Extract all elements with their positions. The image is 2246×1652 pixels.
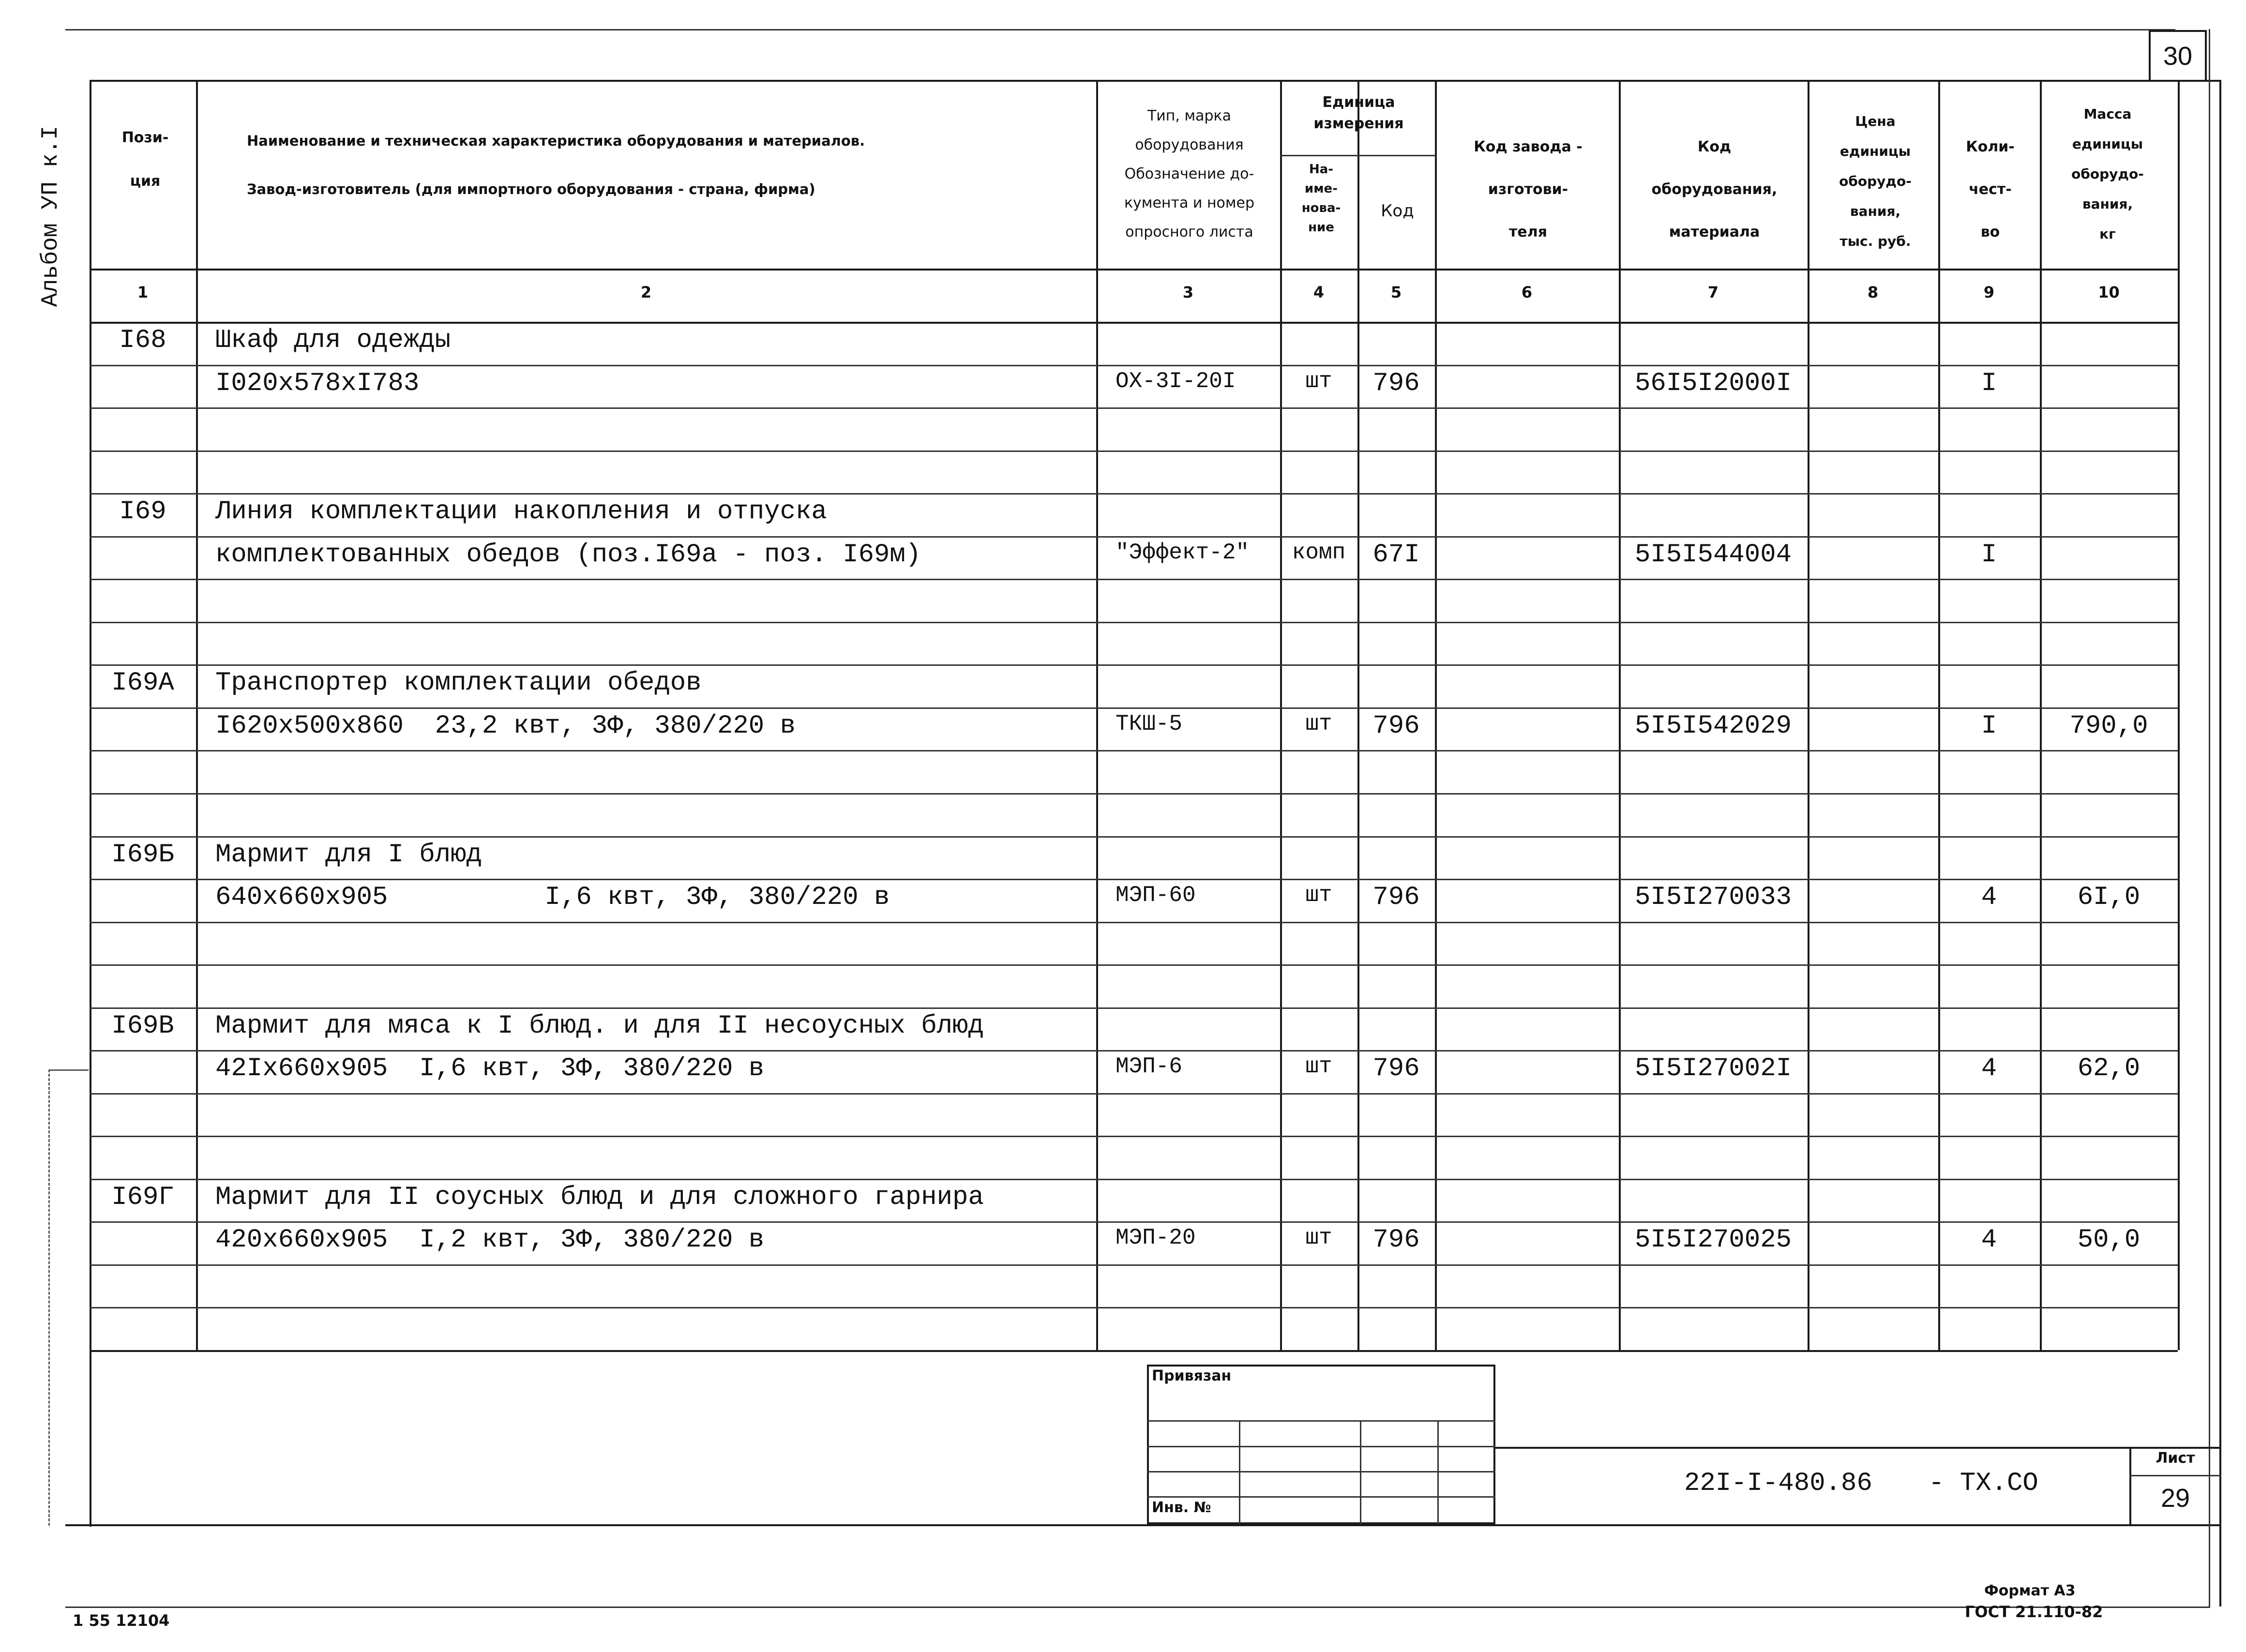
row-line: [90, 1093, 2178, 1095]
row-line: [90, 622, 2178, 623]
row-position: I69Б: [111, 840, 174, 870]
row-name: 420x660x905 I,2 квт, 3Ф, 380/220 в: [215, 1225, 765, 1255]
row-position: I69: [119, 497, 166, 527]
row-name: Мармит для I блюд: [215, 840, 482, 870]
header-pos: Пози- ция: [121, 129, 169, 190]
column-number: 1: [137, 283, 149, 301]
row-mass: 6I,0: [2077, 883, 2140, 913]
row-position: I69В: [111, 1011, 174, 1041]
row-line: [90, 750, 2178, 751]
list-number: 29: [2160, 1484, 2190, 1513]
row-mass: 790,0: [2069, 711, 2148, 741]
row-equipment-code: 5I5I270025: [1634, 1225, 1792, 1255]
frame-top: [90, 80, 2221, 82]
row-unit-code: 796: [1372, 883, 1420, 913]
stamp-row-line: [1147, 1496, 1495, 1498]
row-unit: шт: [1305, 1054, 1332, 1080]
row-quantity: I: [1981, 540, 1997, 570]
row-line: [90, 664, 2178, 666]
frame-bottom: [65, 1524, 2221, 1526]
header-qty: Коли- чест- во: [1966, 138, 2015, 240]
column-number: 8: [1867, 283, 1879, 301]
row-line: [90, 793, 2178, 795]
row-unit: шт: [1305, 368, 1332, 394]
stamp-row-line: [1147, 1446, 1495, 1447]
stamp-row-line: [1147, 1471, 1495, 1472]
header-type: Тип, марка оборудования Обозначение до- кумента и номер опросного листа: [1124, 107, 1255, 240]
stamp-col-line: [1437, 1420, 1439, 1524]
row-type: ОХ-3I-20I: [1115, 368, 1236, 394]
album-label: Альбом УП к.І: [38, 125, 64, 307]
row-line: [90, 365, 2178, 366]
footer-gost: ГОСТ 21.110-82: [1965, 1603, 2103, 1621]
row-unit: шт: [1305, 711, 1332, 736]
row-line: [90, 1050, 2178, 1051]
column-number: 4: [1313, 283, 1325, 301]
row-line: [90, 922, 2178, 923]
row-unit: шт: [1305, 1225, 1332, 1251]
row-line: [90, 269, 2178, 270]
list-label: Лист: [2156, 1450, 2195, 1467]
row-line: [90, 964, 2178, 966]
binding-strip: [48, 1069, 89, 1526]
doc-suffix: - ТХ.СО: [1929, 1469, 2038, 1498]
row-type: МЭП-60: [1115, 883, 1196, 908]
row-quantity: I: [1981, 368, 1997, 398]
row-line: [90, 451, 2178, 452]
row-unit: комп: [1292, 540, 1346, 565]
row-name: I020x578xI783: [215, 368, 420, 398]
row-name: Мармит для мяса к I блюд. и для II несоусных блюд: [215, 1011, 984, 1041]
row-name: Мармит для II соусных блюд и для сложного гарнира: [215, 1182, 984, 1212]
row-name: Шкаф для одежды: [215, 326, 451, 355]
row-equipment-code: 5I5I270033: [1634, 883, 1792, 913]
row-equipment-code: 5I5I27002I: [1634, 1054, 1792, 1084]
row-line: [90, 536, 2178, 538]
footer-format: Формат А3: [1984, 1582, 2076, 1599]
row-line: [90, 707, 2178, 709]
stamp-row-line: [1147, 1420, 1495, 1422]
row-line: [90, 407, 2178, 409]
row-quantity: 4: [1981, 1054, 1997, 1084]
row-line: [90, 879, 2178, 880]
header-unit: Единица измерения: [1313, 94, 1404, 132]
stamp-col-line: [1239, 1420, 1240, 1524]
column-number: 9: [1983, 283, 1995, 301]
row-name: I620x500x860 23,2 квт, 3Ф, 380/220 в: [215, 711, 796, 741]
row-equipment-code: 56I5I2000I: [1634, 368, 1792, 398]
paper-edge-right: [2209, 29, 2210, 1607]
header-factory: Завод-изготовитель (для импортного оборудования - страна, фирма): [247, 181, 815, 197]
list-box-divider: [2129, 1475, 2221, 1476]
row-type: "Эффект-2": [1115, 540, 1250, 565]
header-name: Наименование и техническая характеристика оборудования и материалов.: [247, 133, 865, 149]
stamp-col-line: [1360, 1420, 1361, 1524]
row-mass: 50,0: [2077, 1225, 2140, 1255]
row-quantity: I: [1981, 711, 1997, 741]
row-unit-code: 796: [1372, 1054, 1420, 1084]
row-name: 640x660x905 I,6 квт, 3Ф, 380/220 в: [215, 883, 890, 913]
row-type: МЭП-20: [1115, 1225, 1196, 1251]
row-equipment-code: 5I5I544004: [1634, 540, 1792, 570]
row-unit: шт: [1305, 883, 1332, 908]
row-type: МЭП-6: [1115, 1054, 1183, 1080]
row-line: [90, 1264, 2178, 1266]
column-number: 2: [640, 283, 652, 301]
sheet-number: 30: [2149, 30, 2207, 80]
header-unit-code: Код: [1381, 201, 1414, 221]
row-line: [90, 493, 2178, 495]
row-quantity: 4: [1981, 1225, 1997, 1255]
header-equip-code: Код оборудования, материала: [1651, 138, 1778, 240]
row-quantity: 4: [1981, 883, 1997, 913]
row-line: [90, 1350, 2178, 1352]
column-number: 6: [1521, 283, 1533, 301]
row-unit-code: 796: [1372, 1225, 1420, 1255]
header-factory-code: Код завода - изготови- теля: [1474, 138, 1583, 240]
row-unit-code: 796: [1372, 368, 1420, 398]
doc-code: 22I-I-480.86: [1684, 1469, 1872, 1498]
row-line: [90, 836, 2178, 838]
footer-code: 1 55 12104: [73, 1611, 170, 1630]
column-number: 10: [2098, 283, 2120, 301]
header-mass: Масса единицы оборудо- вания, кг: [2071, 106, 2144, 242]
row-name: Линия комплектации накопления и отпуска: [215, 497, 827, 527]
row-line: [90, 1136, 2178, 1137]
column-line: [2178, 80, 2180, 1350]
header-price: Цена единицы оборудо- вания, тыс. руб.: [1839, 113, 1912, 249]
row-line: [90, 322, 2178, 324]
row-line: [90, 579, 2178, 580]
row-mass: 62,0: [2077, 1054, 2140, 1084]
row-line: [90, 1307, 2178, 1308]
row-name: 42Ix660x905 I,6 квт, 3Ф, 380/220 в: [215, 1054, 765, 1084]
row-line: [90, 1221, 2178, 1223]
paper-edge-bottom: [65, 1607, 2210, 1608]
stamp-title-line: [1495, 1447, 2221, 1449]
row-unit-code: 796: [1372, 711, 1420, 741]
row-position: I69Г: [111, 1182, 174, 1212]
row-unit-code: 67I: [1372, 540, 1420, 570]
row-equipment-code: 5I5I542029: [1634, 711, 1792, 741]
row-name: Транспортер комплектации обедов: [215, 668, 702, 698]
row-name: комплектованных обедов (поз.I69а - поз. I69м): [215, 540, 921, 570]
unit-subheader-line: [1280, 155, 1435, 156]
frame-right: [2219, 80, 2221, 1607]
row-position: I69А: [111, 668, 174, 698]
header-unit-name: На- име- нова- ние: [1301, 162, 1341, 235]
column-number: 5: [1390, 283, 1402, 301]
stamp-inv-label: Инв. №: [1152, 1499, 1211, 1516]
column-number: 7: [1707, 283, 1719, 301]
row-line: [90, 1007, 2178, 1009]
row-position: I68: [119, 326, 166, 355]
paper-edge-top: [65, 29, 2175, 30]
row-type: ТКШ-5: [1115, 711, 1183, 736]
stamp-linked-label: Привязан: [1152, 1367, 1232, 1384]
row-line: [90, 1179, 2178, 1180]
column-number: 3: [1182, 283, 1194, 301]
